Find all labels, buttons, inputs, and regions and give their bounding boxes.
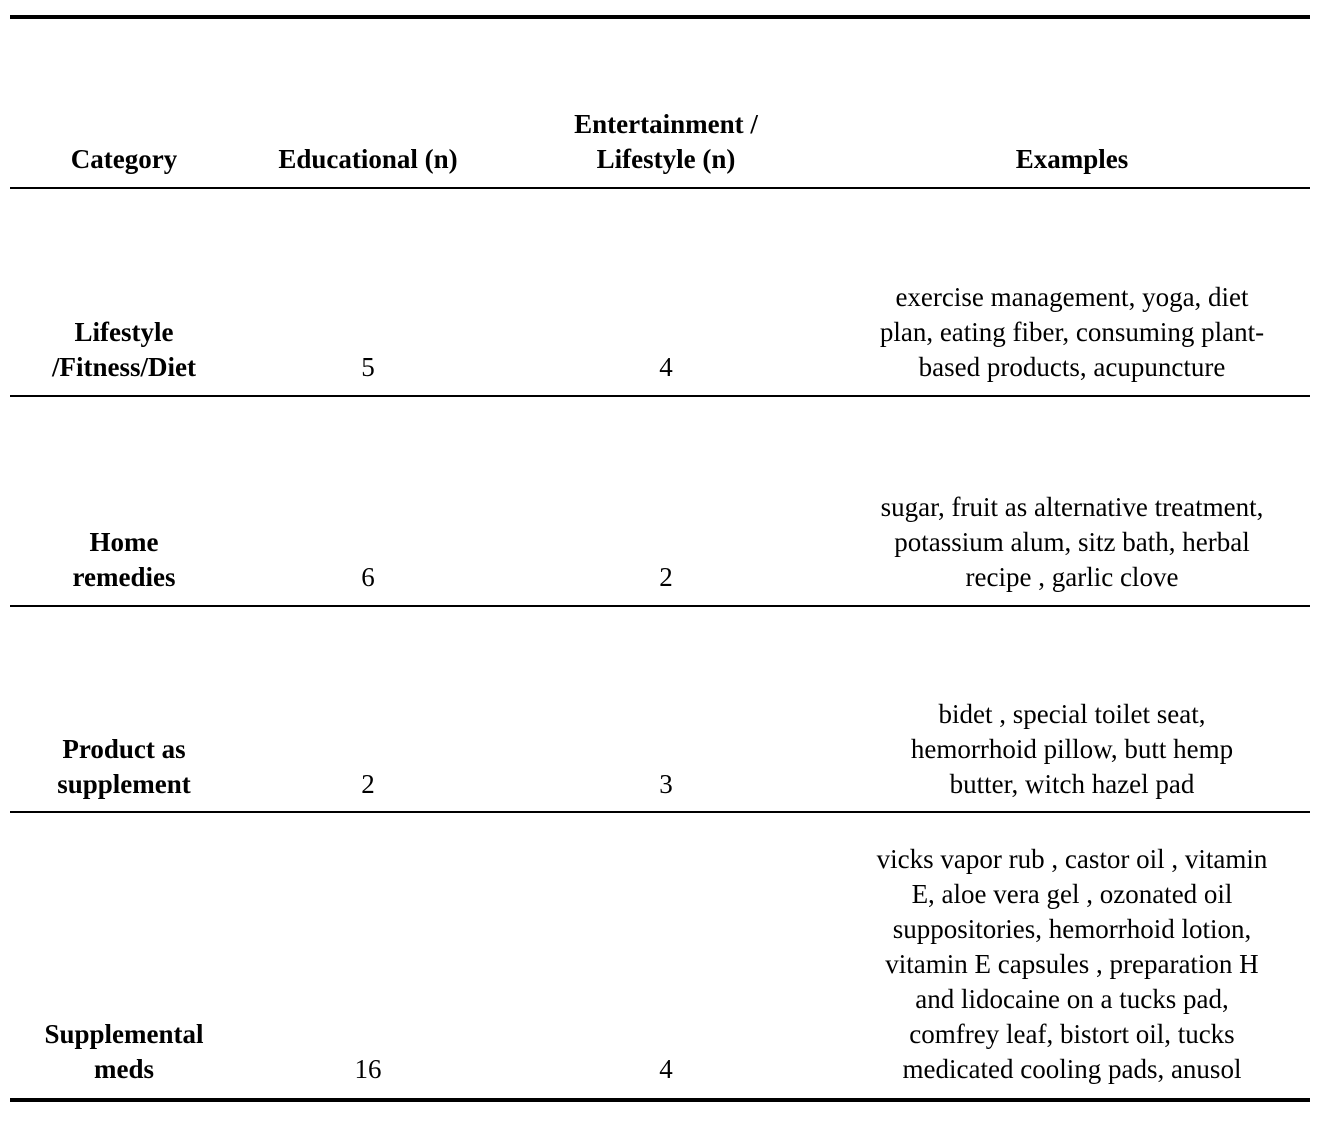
row-category — [10, 830, 238, 1087]
educational-value: 2 — [361, 769, 375, 799]
entertainment-value: 2 — [659, 562, 673, 592]
example-line: bidet , special toilet seat, — [938, 699, 1206, 729]
example-line: hemorrhoid pillow, butt hemp — [910, 734, 1234, 764]
row-entertainment-count — [498, 200, 834, 385]
example-line: potassium alum, sitz bath, herbal — [894, 527, 1250, 557]
example-line: vicks vapor rub , castor oil , vitamin — [876, 844, 1268, 874]
row-examples — [834, 410, 1310, 595]
example-line: comfrey leaf, bistort oil, tucks — [909, 1019, 1235, 1049]
example-line: sugar, fruit as alternative treatment, — [880, 492, 1264, 522]
row-educational-count — [238, 620, 498, 802]
category-line: supplement — [57, 769, 191, 799]
row-entertainment-count — [498, 830, 834, 1087]
header-category-label: Category — [70, 144, 178, 174]
row-educational-count — [238, 410, 498, 595]
category-line: Supplemental — [44, 1019, 204, 1049]
header-educational — [238, 100, 498, 177]
row-examples — [834, 620, 1310, 802]
row-entertainment-count — [498, 410, 834, 595]
example-line: recipe , garlic clove — [965, 562, 1179, 592]
educational-value: 6 — [361, 562, 375, 592]
example-line: suppositories, hemorrhoid lotion, — [892, 914, 1252, 944]
educational-value: 16 — [354, 1054, 382, 1084]
header-entertainment-label-line: Lifestyle (n) — [596, 144, 736, 174]
row-rule — [10, 605, 1310, 607]
row-educational-count — [238, 200, 498, 385]
category-line: Home — [89, 527, 159, 557]
header-rule — [10, 187, 1310, 189]
row-category — [10, 410, 238, 595]
example-line: plan, eating fiber, consuming plant- — [879, 317, 1265, 347]
example-line: vitamin E capsules , preparation H — [885, 949, 1259, 979]
example-line: E, aloe vera gel , ozonated oil — [911, 879, 1233, 909]
header-educational-label: Educational (n) — [278, 144, 458, 174]
educational-value: 5 — [361, 352, 375, 382]
example-line: based products, acupuncture — [918, 352, 1226, 382]
header-category — [10, 100, 238, 177]
category-line: remedies — [72, 562, 176, 592]
row-rule — [10, 811, 1310, 813]
row-examples — [834, 200, 1310, 385]
row-rule — [10, 395, 1310, 397]
example-line: exercise management, yoga, diet — [895, 282, 1249, 312]
example-line: medicated cooling pads, anusol — [902, 1054, 1242, 1084]
category-line: Lifestyle — [74, 317, 174, 347]
header-entertainment-label-line: Entertainment / — [574, 109, 758, 139]
bottom-rule — [10, 1098, 1310, 1102]
top-rule — [10, 15, 1310, 19]
entertainment-value: 4 — [659, 352, 673, 382]
entertainment-value: 3 — [659, 769, 673, 799]
example-line: and lidocaine on a tucks pad, — [915, 984, 1229, 1014]
example-line: butter, witch hazel pad — [949, 769, 1195, 799]
header-examples — [834, 100, 1310, 177]
category-line: /Fitness/Diet — [52, 352, 196, 382]
row-category — [10, 200, 238, 385]
row-entertainment-count — [498, 620, 834, 802]
header-examples-label: Examples — [1015, 144, 1129, 174]
row-examples — [834, 830, 1310, 1087]
header-entertainment — [498, 100, 834, 177]
category-line: Product as — [62, 734, 186, 764]
row-educational-count — [238, 830, 498, 1087]
row-category — [10, 620, 238, 802]
entertainment-value: 4 — [659, 1054, 673, 1084]
category-line: meds — [94, 1054, 154, 1084]
